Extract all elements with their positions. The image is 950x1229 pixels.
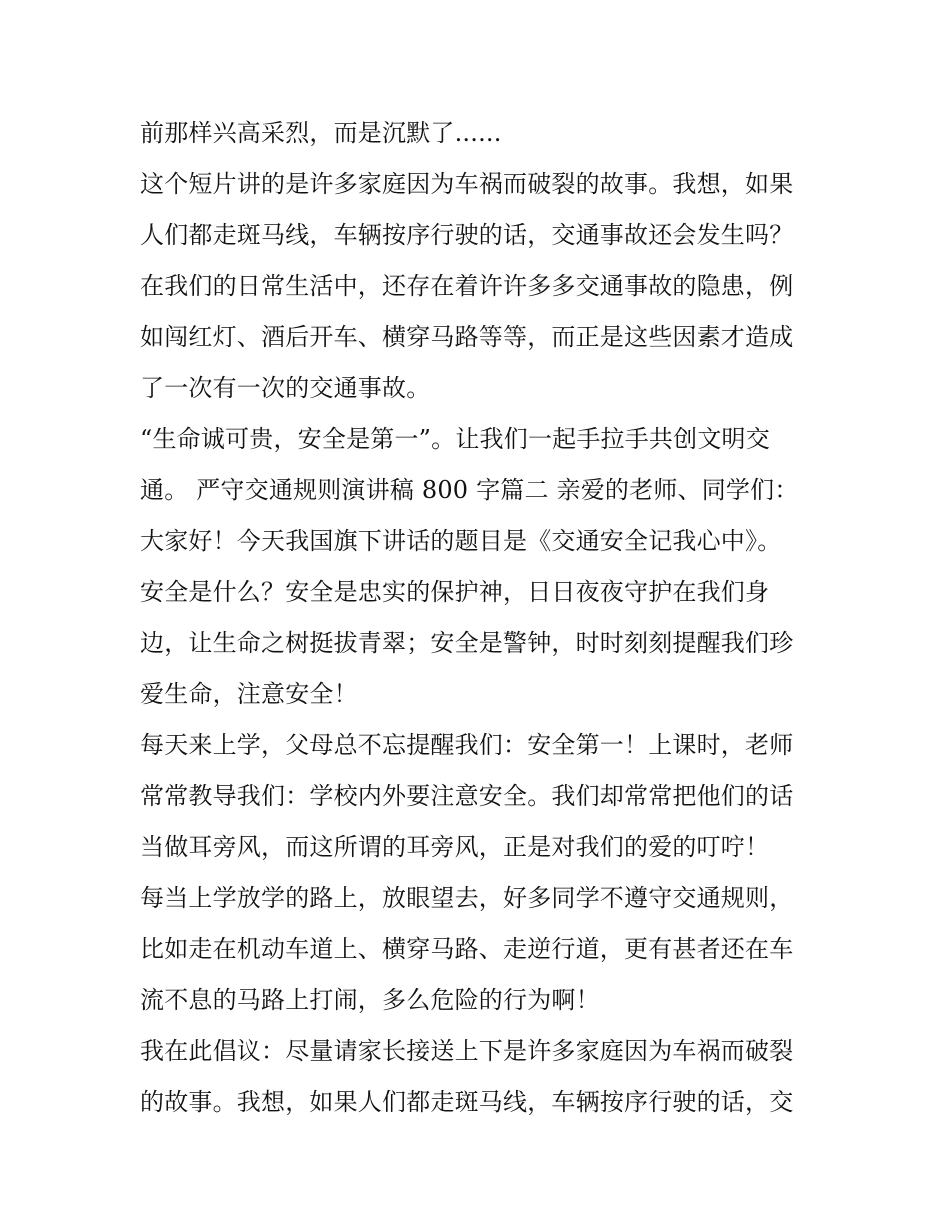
document-body (140, 108, 830, 1128)
text-line: 如闯红灯、酒后开车、横穿马路等等，而正是这些因素才造成 (140, 323, 794, 351)
text-line: 通。 严守交通规则演讲稿 800 字篇二 亲爱的老师、同学们： (140, 476, 799, 504)
text-line: 流不息的马路上打闹，多么危险的行为啊！ (140, 986, 600, 1014)
text-line: 安全是什么？安全是忠实的保护神，日日夜夜守护在我们身 (140, 578, 770, 606)
text-line: 边，让生命之树挺拔青翠；安全是警钟，时时刻刻提醒我们珍 (140, 629, 794, 657)
text-line: 常常教导我们：学校内外要注意安全。我们却常常把他们的话 (140, 782, 794, 810)
text-line: 了一次有一次的交通事故。 (140, 374, 431, 402)
text-line: 大家好！今天我国旗下讲话的题目是《交通安全记我心中》。 (140, 527, 782, 555)
text-line: 每当上学放学的路上，放眼望去，好多同学不遵守交通规则， (140, 884, 794, 912)
text-line: 比如走在机动车道上、横穿马路、走逆行道，更有甚者还在车 (140, 935, 794, 963)
text-line: 的故事。我想，如果人们都走斑马线，车辆按序行驶的话，交 (140, 1088, 794, 1116)
text-line: 爱生命，注意安全！ (140, 680, 358, 708)
text-line: 我在此倡议：尽量请家长接送上下是许多家庭因为车祸而破裂 (140, 1037, 794, 1065)
text-line: 当做耳旁风，而这所谓的耳旁风，正是对我们的爱的叮咛！ (140, 833, 770, 861)
text-line: 这个短片讲的是许多家庭因为车祸而破裂的故事。我想，如果 (140, 170, 794, 198)
text-line: 每天来上学，父母总不忘提醒我们：安全第一！上课时，老师 (140, 731, 794, 759)
text-line: 在我们的日常生活中，还存在着许许多多交通事故的隐患，例 (140, 272, 794, 300)
text-line: 前那样兴高采烈，而是沉默了...... (140, 119, 502, 147)
text-line: “生命诚可贵，安全是第一”。让我们一起手拉手共创文明交 (140, 425, 770, 453)
text-line: 人们都走斑马线，车辆按序行驶的话，交通事故还会发生吗？ (140, 221, 794, 249)
